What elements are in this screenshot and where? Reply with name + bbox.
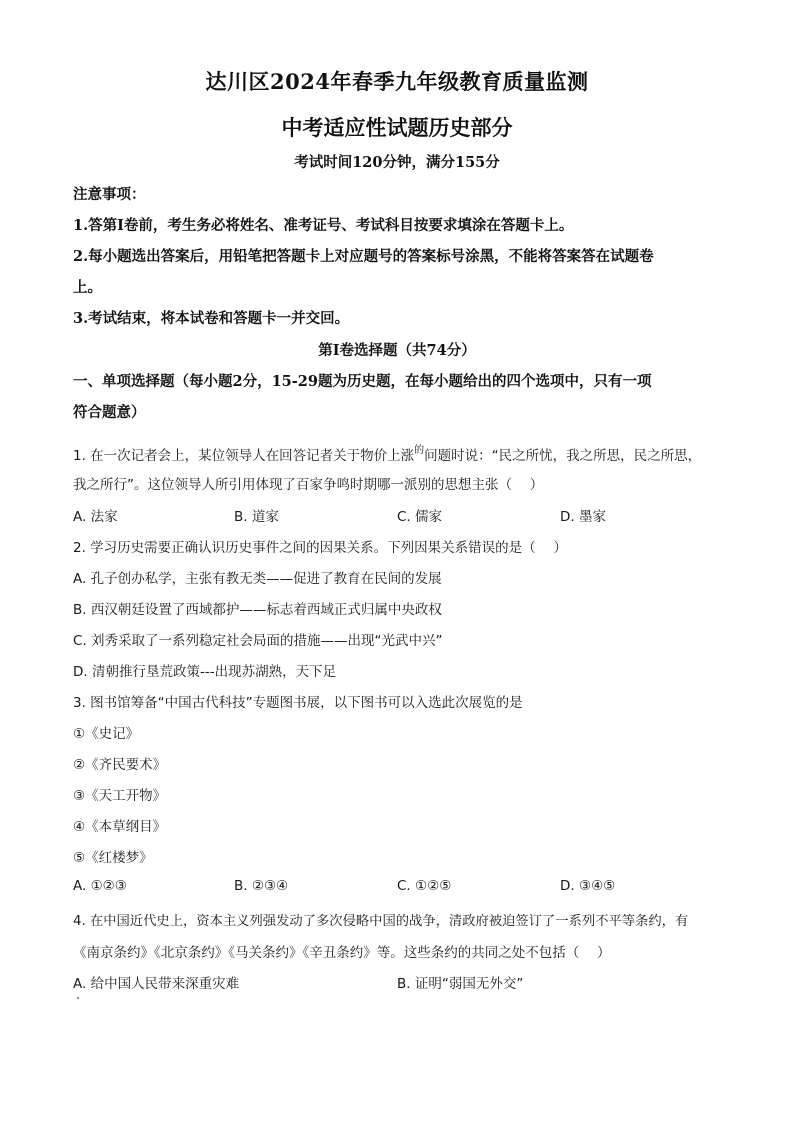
part-instruction-line-2: 符合题意）: [73, 404, 146, 421]
q4-option-a: A. 给中国人民带来深重灾难: [73, 976, 240, 992]
q3-book-4: ④《本草纲目》: [73, 819, 167, 835]
q1-stem-line-1: [73, 441, 701, 464]
stray-mark: [77, 997, 79, 999]
notes-item-2-line-1: 2.每小题选出答案后，用铅笔把答题卡上对应题号的答案标号涂黑，不能将答案答在试题卷: [73, 248, 654, 265]
q2-stem: 2. 学习历史需要正确认识历史事件之间的因果关系。下列因果关系错误的是（ ）: [73, 540, 567, 556]
notes-item-3: 3.考试结束，将本试卷和答题卡一并交回。: [73, 310, 350, 327]
q1-option-c: C. 儒家: [397, 509, 443, 525]
q2-option-d: D. 清朝推行垦荒政策---出现苏湖熟，天下足: [73, 664, 337, 680]
q3-option-a: A. ①②③: [73, 878, 127, 894]
part-instruction-line-1: 一、单项选择题（每小题2分，15-29题为历史题，在每小题给出的四个选项中，只有一项: [73, 373, 652, 390]
notes-item-2-line-2: 上。: [73, 279, 102, 296]
notes-item-1: 1.答第Ⅰ卷前，考生务必将姓名、准考证号、考试科目按要求填涂在答题卡上。: [73, 217, 574, 234]
q3-book-3: ③《天工开物》: [73, 788, 167, 804]
q3-option-d: D. ③④⑤: [560, 878, 616, 894]
q4-stem-line-2: 《南京条约》《北京条约》《马关条约》《辛丑条约》等。这些条约的共同之处不包括（ ）: [73, 945, 611, 961]
q1-option-a: A. 法家: [73, 509, 118, 525]
q4-option-b: B. 证明“弱国无外交”: [397, 976, 524, 992]
exam-info: 考试时间120分钟，满分155分: [294, 154, 500, 171]
section-title: 第Ⅰ卷选择题（共74分）: [318, 342, 476, 359]
q3-option-c: C. ①②⑤: [397, 878, 452, 894]
q1-stem-line-2: 我之所行”。这位领导人所引用体现了百家争鸣时期哪一派别的思想主张（ ）: [73, 477, 544, 493]
q2-option-b: B. 西汉朝廷设置了西域都护——标志着西域正式归属中央政权: [73, 602, 442, 618]
q1-option-b: B. 道家: [234, 509, 279, 525]
q2-option-c: C. 刘秀采取了一系列稳定社会局面的措施——出现“光武中兴”: [73, 633, 443, 649]
q2-option-a: A. 孔子创办私学，主张有教无类——促进了教育在民间的发展: [73, 571, 442, 587]
q4-stem-line-1: 4. 在中国近代史上，资本主义列强发动了多次侵略中国的战争，清政府被迫签订了一系列不平等条约，有: [73, 914, 689, 929]
q3-option-b: B. ②③④: [234, 878, 289, 894]
q3-book-2: ②《齐民要术》: [73, 757, 167, 773]
q1-option-d: D. 墨家: [560, 509, 606, 525]
exam-subtitle: 中考适应性试题历史部分: [281, 115, 513, 140]
q3-book-1: ①《史记》: [73, 726, 140, 742]
notes-heading: 注意事项：: [73, 186, 146, 203]
q3-book-5: ⑤《红楼梦》: [73, 850, 153, 866]
q3-stem: 3. 图书馆筹备“中国古代科技”专题图书展，以下图书可以入选此次展览的是: [73, 695, 523, 711]
exam-title: 达川区2024年春季九年级教育质量监测: [205, 69, 589, 94]
q1-stem-superscript: 的: [414, 445, 425, 456]
q1-stem-part-b: 问题时说：“民之所忧，我之所思，民之所思，: [424, 448, 702, 464]
q1-stem-part-a: 1. 在一次记者会上，某位领导人在回答记者关于物价上涨: [73, 448, 415, 464]
